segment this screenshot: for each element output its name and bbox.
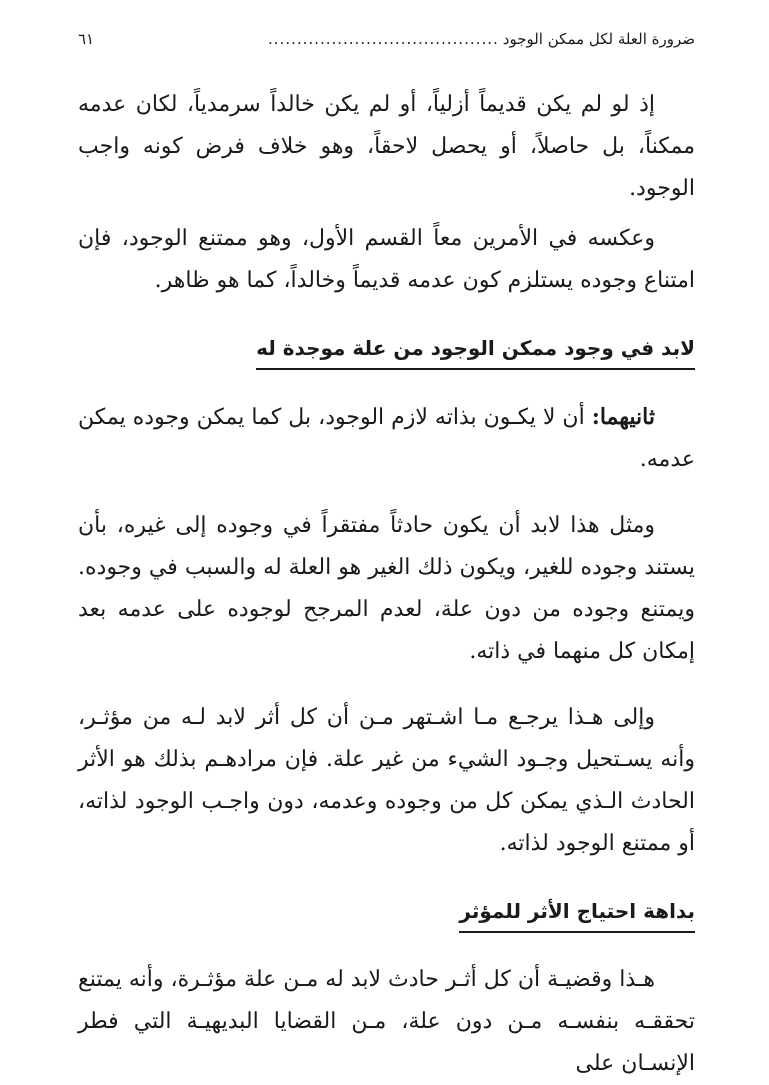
page-number: ٦١	[78, 30, 95, 48]
paragraph-3-lead: ثانيهما:	[591, 404, 655, 430]
running-head-leader: ........................................	[268, 30, 499, 48]
paragraph-1: إذ لو لم يكن قديماً أزلياً، أو لم يكن خالداً سرمدياً، لكان عدمه ممكناً، بل حاصلاً، أو يحصل لاحقاً، وهو خلاف فرض كونه واجب الوجود.	[78, 92, 695, 201]
paragraph-2: وعكسه في الأمرين معاً القسم الأول، وهو ممتنع الوجود، فإن امتناع وجوده يستلزم كون عدمه قديماً وخالداً، كما هو ظاهر.	[78, 226, 695, 293]
paragraph-3	[78, 396, 695, 481]
section-heading-2: بداهة احتياج الأثر للمؤثر	[459, 893, 695, 933]
section-heading-1: لابد في وجود ممكن الوجود من علة موجدة له	[256, 330, 695, 370]
running-head	[78, 28, 695, 50]
paragraph-4: ومثل هذا لابد أن يكون حادثاً مفتقراً في وجوده إلى غيره، بأن يستند وجوده للغير، ويكون ذلك الغير هو العلة له والسبب في وجوده. ويمتنع وجوده من دون علة، لعدم المرجح لوجوده على عدمه بعد إمكان كل منهما في ذاته.	[78, 513, 695, 664]
paragraph-5: وإلى هـذا يرجـع مـا اشـتهر مـن أن كل أثر لابد لـه من مؤثـر، وأنه يسـتحيل وجـود الشيء من غير علة. فإن مرادهـم بذلك هو الأثر الحادث الـذي يمكن كل من وجوده وعدمه، دون واجـب الوجود لذاته، أو ممتنع الوجود لذاته.	[78, 705, 695, 856]
paragraph-6: هـذا وقضيـة أن كل أثـر حادث لابد له مـن علة مؤثـرة، وأنه يمتنع تحققـه بنفسـه مـن دون علة، مـن القضايا البديهيـة التي فطر الإنسـان على	[78, 967, 695, 1076]
paragraph-3-text: أن لا يكـون بذاته لازم الوجود، بل كما يمكن وجوده يمكن عدمه.	[78, 405, 695, 472]
running-head-title: ضرورة العلة لكل ممكن الوجود	[502, 30, 695, 48]
